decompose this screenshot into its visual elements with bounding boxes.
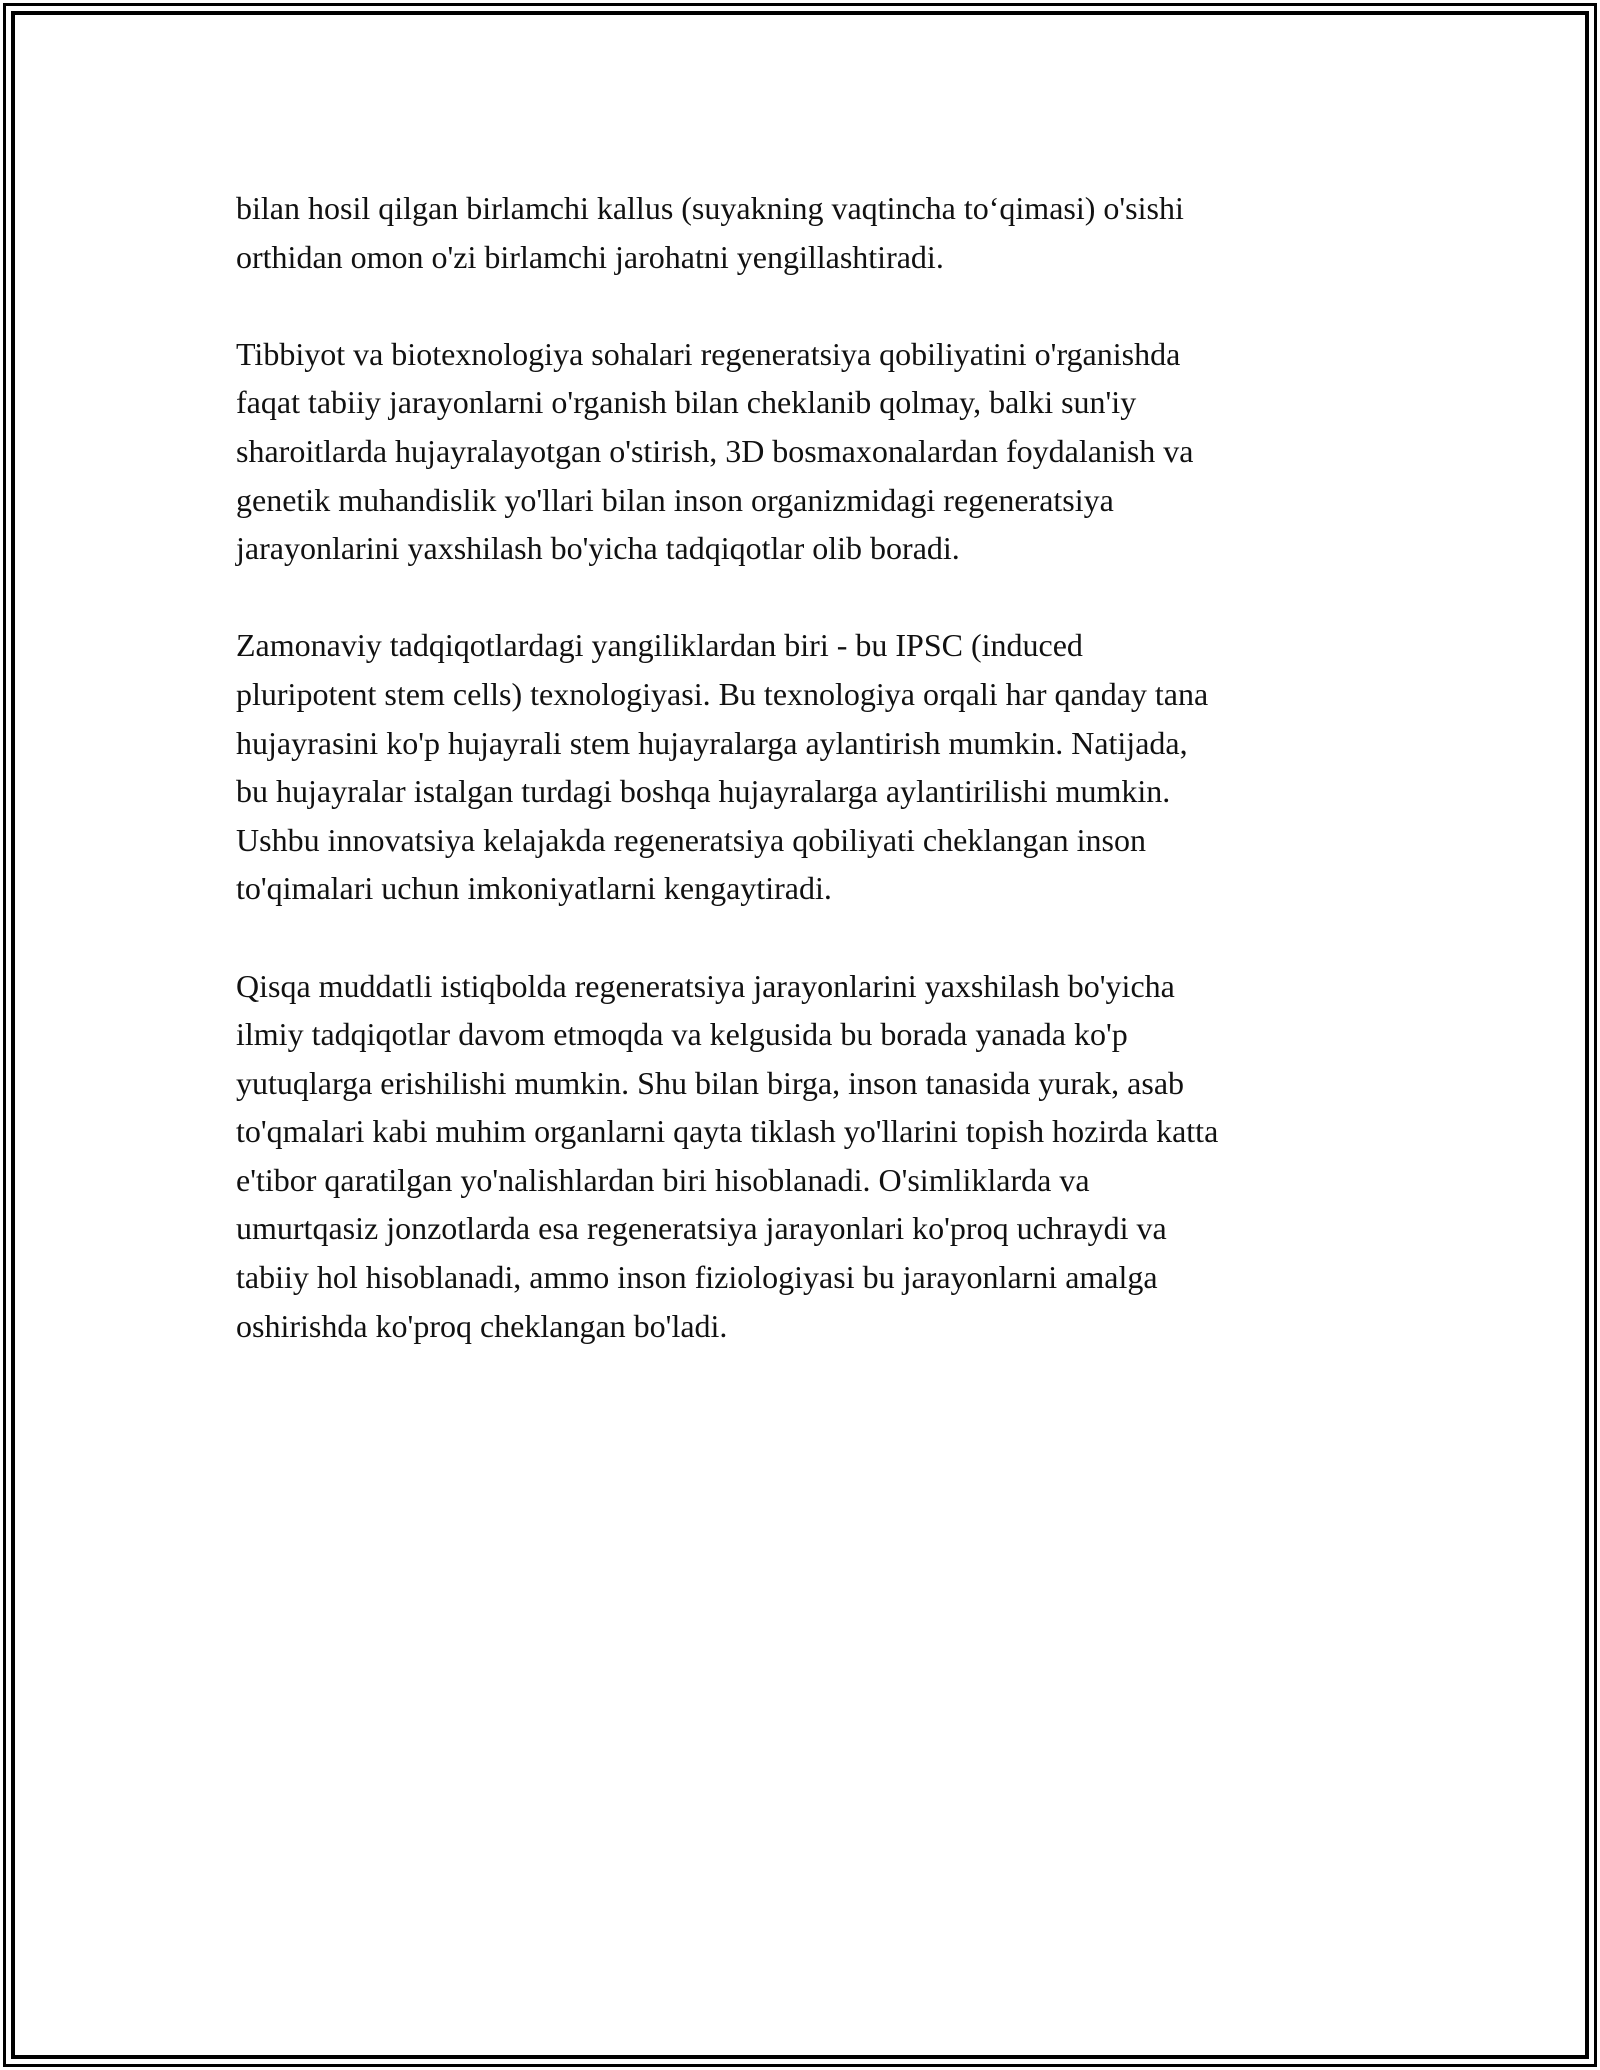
paragraph-callus: bilan hosil qilgan birlamchi kallus (suyakning vaqtincha to‘qimasi) o'sishi orthidan omon o'zi birlamchi jarohatni yengillashtiradi.	[236, 190, 1184, 275]
paragraph-outlook: Qisqa muddatli istiqbolda regeneratsiya jarayonlarini yaxshilash bo'yicha ilmiy tadqiqotlar davom etmoqda va kelgusida bu borada yanada ko'p yutuqlarga erishilishi mumkin. Shu bilan birga, inson tanasida yurak, asab to'qmalari kabi muhim organlarni qayta tiklash yo'llarini topish hozirda katta e'tibor qaratilgan yo'nalishlardan biri hisoblanadi. O'simliklarda va umurtqasiz jonzotlarda esa regeneratsiya jarayonlari ko'proq uchraydi va tabiiy hol hisoblanadi, ammo inson fiziologiyasi bu jarayonlarni amalga oshirishda ko'proq cheklangan bo'ladi.	[236, 967, 1219, 1344]
paragraph-medicine-biotech: Tibbiyot va biotexnologiya sohalari regeneratsiya qobiliyatini o'rganishda faqat tabiiy jarayonlarni o'rganish bilan cheklanib qolmay, balki sun'iy sharoitlarda hujayralayotgan o'stirish, 3D bosmaxonalardan foydalanish va genetik muhandislik yo'llari bilan inson organizmidagi regeneratsiya jarayonlarini yaxshilash bo'yicha tadqiqotlar olib boradi.	[236, 335, 1194, 567]
paragraph-ipsc: Zamonaviy tadqiqotlardagi yangiliklardan biri - bu IPSC (induced pluripotent stem cells) texnologiyasi. Bu texnologiya orqali har qanday tana hujayrasini ko'p hujayrali stem hujayralarga aylantirish mumkin. Natijada, bu hujayralar istalgan turdagi boshqa hujayralarga aylantirilishi mumkin. Ushbu innovatsiya kelajakda regeneratsiya qobiliyati cheklangan inson to'qimalari uchun imkoniyatlarni kengaytiradi.	[236, 627, 1209, 907]
document-body	[236, 184, 1396, 1399]
